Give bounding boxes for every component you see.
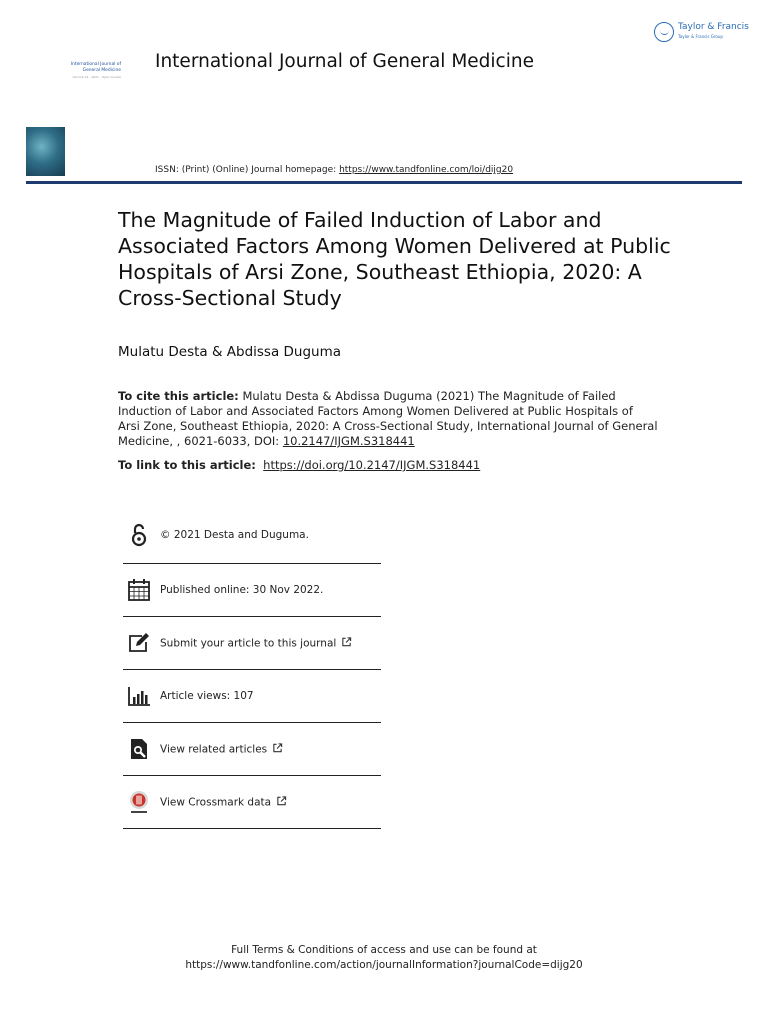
taylor-francis-logo: Taylor & Francis Taylor & Francis Group	[654, 22, 749, 42]
article-link-line: To link to this article: https://doi.org/10.2147/IJGM.S318441	[118, 458, 481, 472]
open-access-icon	[126, 522, 152, 548]
bar-chart-icon	[126, 683, 152, 709]
header-rule	[26, 181, 742, 184]
journal-homepage-link[interactable]: https://www.tandfonline.com/loi/dijg20	[339, 165, 514, 175]
license-row: © 2021 Desta and Duguma.	[123, 506, 381, 564]
doi-link[interactable]: 10.2147/IJGM.S318441	[282, 434, 415, 448]
calendar-icon	[126, 577, 152, 603]
published-row: Published online: 30 Nov 2022.	[123, 564, 381, 617]
external-link-icon	[272, 743, 283, 754]
crossmark-icon	[126, 789, 152, 815]
taylor-francis-logo-icon	[654, 22, 674, 42]
issn-line: ISSN: (Print) (Online) Journal homepage: https://www.tandfonline.com/loi/dijg20	[155, 165, 514, 175]
external-link-icon	[276, 796, 287, 807]
submit-row[interactable]	[123, 617, 381, 670]
related-row[interactable]	[123, 723, 381, 776]
article-doi-url[interactable]: https://doi.org/10.2147/IJGM.S318441	[263, 458, 481, 472]
external-link-icon	[341, 637, 352, 648]
crossmark-link[interactable]: View Crossmark data	[160, 796, 272, 809]
journal-logo: International Journal of General Medicine Volume 14 · 2021 · Open Access	[70, 62, 121, 79]
related-articles-icon	[126, 736, 152, 762]
terms-link[interactable]: https://www.tandfonline.com/action/journalInformation?journalCode=dijg20	[185, 959, 583, 971]
edit-icon	[126, 630, 152, 656]
views-row: Article views: 107	[123, 670, 381, 723]
submit-article-link[interactable]: Submit your article to this journal	[160, 637, 337, 650]
terms-footer: Full Terms & Conditions of access and use can be found at https://www.tandfonline.com/action/journalInformation?journalCode=dijg20	[0, 943, 768, 973]
citation-block: To cite this article: Mulatu Desta & Abdissa Duguma (2021) The Magnitude of Failed Induction of Labor and Associated Factors Among Women Delivered at Public Hospitals of Arsi Zone, Southeast Ethiopia, 2020: A Cross-Sectional Study, International Journal of General Medicine, , 6021-6033, DOI: 10.2147/IJGM.S318441	[118, 389, 658, 448]
journal-title: International Journal of General Medicine	[155, 51, 534, 72]
crossmark-row[interactable]	[123, 776, 381, 829]
related-articles-link[interactable]: View related articles	[160, 743, 268, 756]
journal-cover-image	[26, 127, 65, 176]
article-meta-list	[123, 506, 381, 829]
article-authors: Mulatu Desta & Abdissa Duguma	[118, 344, 342, 360]
article-title: The Magnitude of Failed Induction of Labor and Associated Factors Among Women Delivered at Public Hospitals of Arsi Zone, Southeast Ethiopia, 2020: A Cross-Sectional Study	[118, 208, 671, 310]
